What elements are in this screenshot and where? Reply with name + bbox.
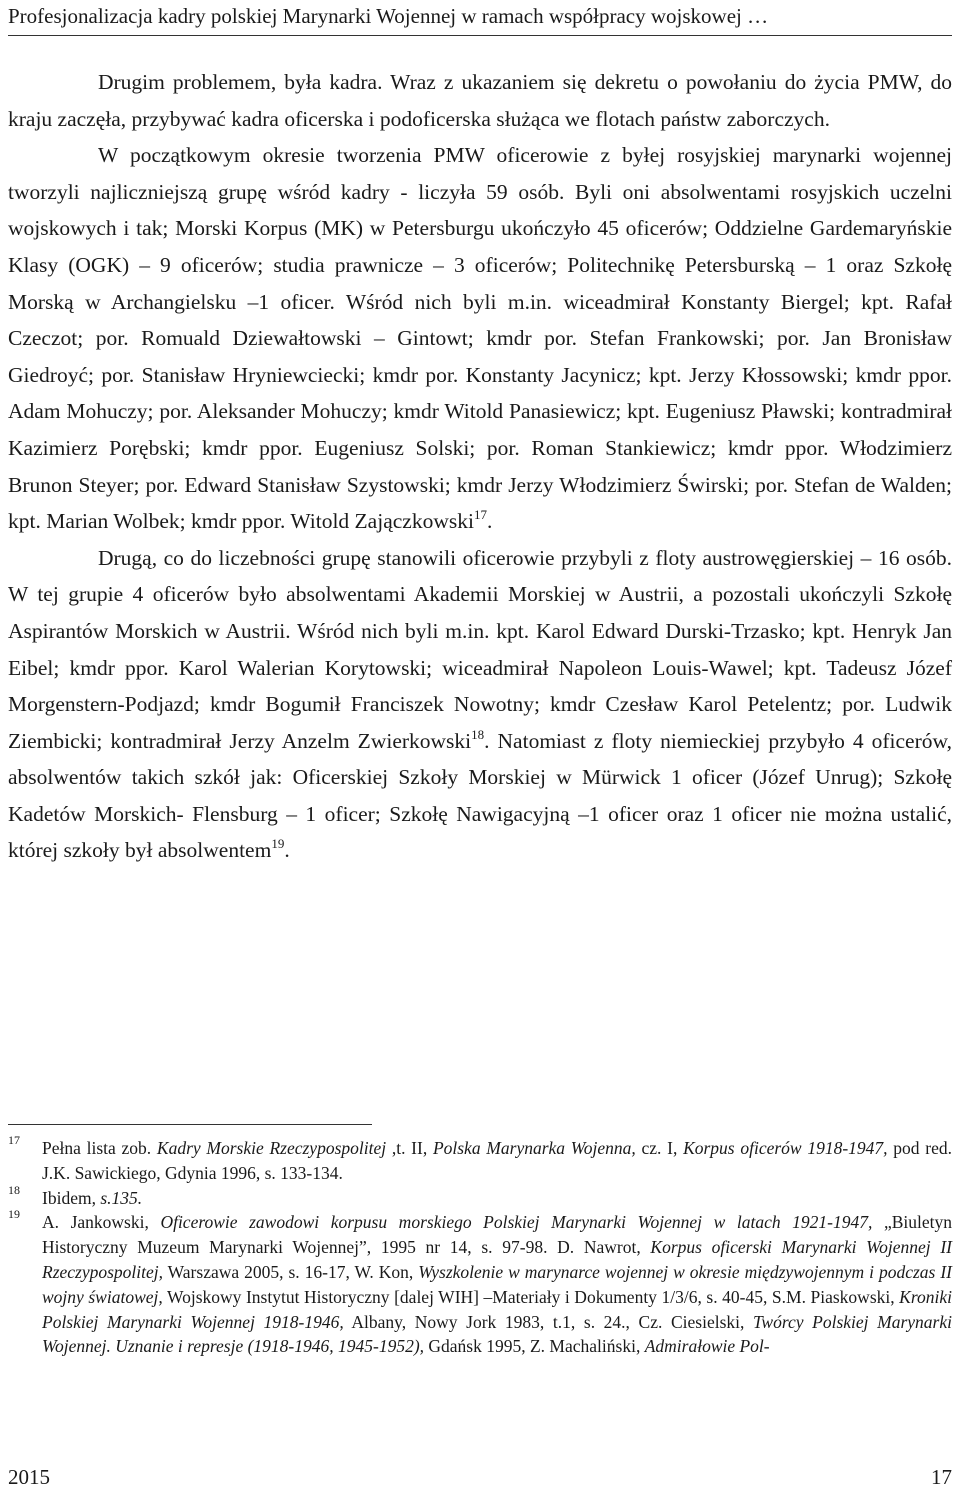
header-rule	[8, 35, 952, 36]
footnote-number: 19	[8, 1207, 20, 1222]
paragraph-2-end: .	[486, 509, 493, 534]
paragraph-2	[8, 137, 952, 540]
paragraph-3-end: .	[284, 838, 290, 863]
footer-year: 2015	[8, 1465, 50, 1489]
footnote-number: 17	[8, 1133, 20, 1147]
footnote-title: Oficerowie zawodowi korpusu morskiego Polskiej Marynarki Wojennej w latach 1921-1947,	[160, 1212, 873, 1233]
footnote-ref-17[interactable]: 17	[473, 507, 487, 523]
footnote-text: Pełna lista zob.	[42, 1138, 157, 1158]
footnote-separator	[8, 1124, 372, 1125]
footnote-title: s.135.	[100, 1187, 143, 1208]
footnote-title: Korpus oficerów 1918-1947,	[683, 1138, 888, 1158]
footnote-text: Gdańsk 1995, Z. Machaliński,	[424, 1336, 645, 1357]
footnote-title: Admirałowie Pol-	[644, 1336, 770, 1357]
paragraph-2-text: W początkowym okresie tworzenia PMW oficerowie z byłej rosyjskiej marynarki wojennej tworzyli najliczniejszą grupę wśród kadry - liczyła 59 osób. Byli oni absolwentami rosyjskich uczelni wojskowych i tak; Morski Korpus (MK) w Petersburgu ukończyło 45 oficerów; Oddzielne Gardemaryńskie Klasy (OGK) – 9 oficerów; studia prawnicze – 3 oficerów; Politechnikę Petersburską – 1 oraz Szkołę Morską w Archangielsku –1 oficer. Wśród nich byli m.in. wiceadmirał Konstanty Biergel; kpt. Rafał Czeczot; por. Romuald Dziewałtowski – Gintowt; kmdr por. Stefan Frankowski; por. Jan Bronisław Giedroyć; por. Stanisław Hryniewciecki; kmdr por. Konstanty Jacynicz; kpt. Jerzy Kłossowski; kmdr ppor. Adam Mohuczy; por. Aleksander Mohuczy; kmdr Witold Panasiewicz; kpt. Eugeniusz Pławski; kontradmirał Kazimierz Porębski; kmdr ppor. Eugeniusz Solski; por. Roman Stankiewicz; kmdr ppor. Włodzimierz Brunon Steyer; por. Edward Stanisław Szystowski; kmdr Jerzy Włodzimierz Świrski; por. Stefan de Walden; kpt. Marian Wolbek; kmdr ppor. Witold Zajączkowski	[8, 143, 952, 534]
footnote-title: Polska Marynarka Wojenna,	[432, 1138, 636, 1158]
footnote-text: Albany, Nowy Jork 1983, t.1, s. 24., Cz. Ciesielski,	[343, 1311, 753, 1332]
footnote-title: Twórcy Polskiej Marynarki Wojennej. Uznanie i represje (1918-1946, 1945-1952),	[42, 1311, 952, 1357]
footnote-19	[8, 1207, 952, 1359]
footnote-text: Warszawa 2005, s. 16-17, W. Kon,	[163, 1261, 419, 1282]
footnote-ref-18[interactable]: 18	[471, 726, 485, 742]
footnote-text: „Biuletyn Historyczny Muzeum Marynarki Wojennej”, 1995 nr 14, s. 97-98. D. Nawrot,	[42, 1212, 952, 1258]
footnote-17	[8, 1133, 952, 1186]
footnote-ref-19[interactable]: 19	[271, 836, 285, 852]
footnote-title: Korpus oficerski Marynarki Wojennej II Rzeczypospolitej,	[42, 1237, 952, 1282]
paragraph-3-continuation: . Natomiast z floty niemieckiej przybyło 4 oficerów, absolwentów takich szkół jak: Oficerskiej Szkoły Morskiej w Mürwick 1 oficer (Józef Unrug); Szkołę Kadetów Morskich- Flensburg – 1 oficer; Szkołę Nawigacyjną –1 oficer oraz 1 oficer nie można ustalić, której szkoły był absolwentem	[8, 728, 952, 863]
footnote-number: 18	[8, 1182, 20, 1197]
paragraph-3	[8, 540, 952, 869]
footnote-text: ,t. II,	[386, 1138, 433, 1158]
main-text	[8, 64, 952, 869]
footnote-text: cz. I,	[635, 1138, 684, 1158]
footnotes	[8, 1133, 952, 1359]
running-header: Profesjonalizacja kadry polskiej Marynarki Wojennej w ramach współpracy wojskowej …	[8, 4, 769, 28]
footnote-18	[8, 1182, 952, 1211]
footnote-text: Wojskowy Instytut Historyczny [dalej WIH] –Materiały i Dokumenty 1/3/6, s. 40-45, S.M. Piaskowski,	[162, 1286, 900, 1307]
footnote-title: Wyszkolenie w marynarce wojennej w okresie międzywojennym i podczas II wojny światowej,	[42, 1261, 952, 1307]
footnote-text: pod red. J.K. Sawickiego, Gdynia 1996, s. 133-134.	[42, 1138, 952, 1183]
paragraph-1: Drugim problemem, była kadra. Wraz z ukazaniem się dekretu o powołaniu do życia PMW, do kraju zaczęła, przybywać kadra oficerska i podoficerska służąca we flotach państw zaborczych.	[8, 70, 952, 131]
page-number: 17	[931, 1465, 952, 1489]
footnote-text: Ibidem,	[42, 1187, 101, 1208]
footnote-title: Kroniki Polskiej Marynarki Wojennej 1918-1946,	[42, 1286, 952, 1332]
footnote-title: Kadry Morskie Rzeczypospolitej	[156, 1138, 387, 1158]
footnote-text: A. Jankowski,	[42, 1212, 161, 1233]
paragraph-3-text: Drugą, co do liczebności grupę stanowili oficerowie przybyli z floty austrowęgierskiej – 16 osób. W tej grupie 4 oficerów było absolwentami Akademii Morskiej w Austrii, a pozostali ukończyli Szkołę Aspirantów Morskich w Austrii. Wśród nich byli m.in. kpt. Karol Edward Durski-Trzasko; kpt. Henryk Jan Eibel; kmdr ppor. Karol Walerian Korytowski; wiceadmirał Napoleon Louis-Wawel; kpt. Tadeusz Józef Morgenstern-Podjazd; kmdr Bogumił Franciszek Nowotny; kmdr Czesław Karol Petelentz; por. Ludwik Ziembicki; kontradmirał Jerzy Anzelm Zwierkowski	[8, 545, 952, 753]
